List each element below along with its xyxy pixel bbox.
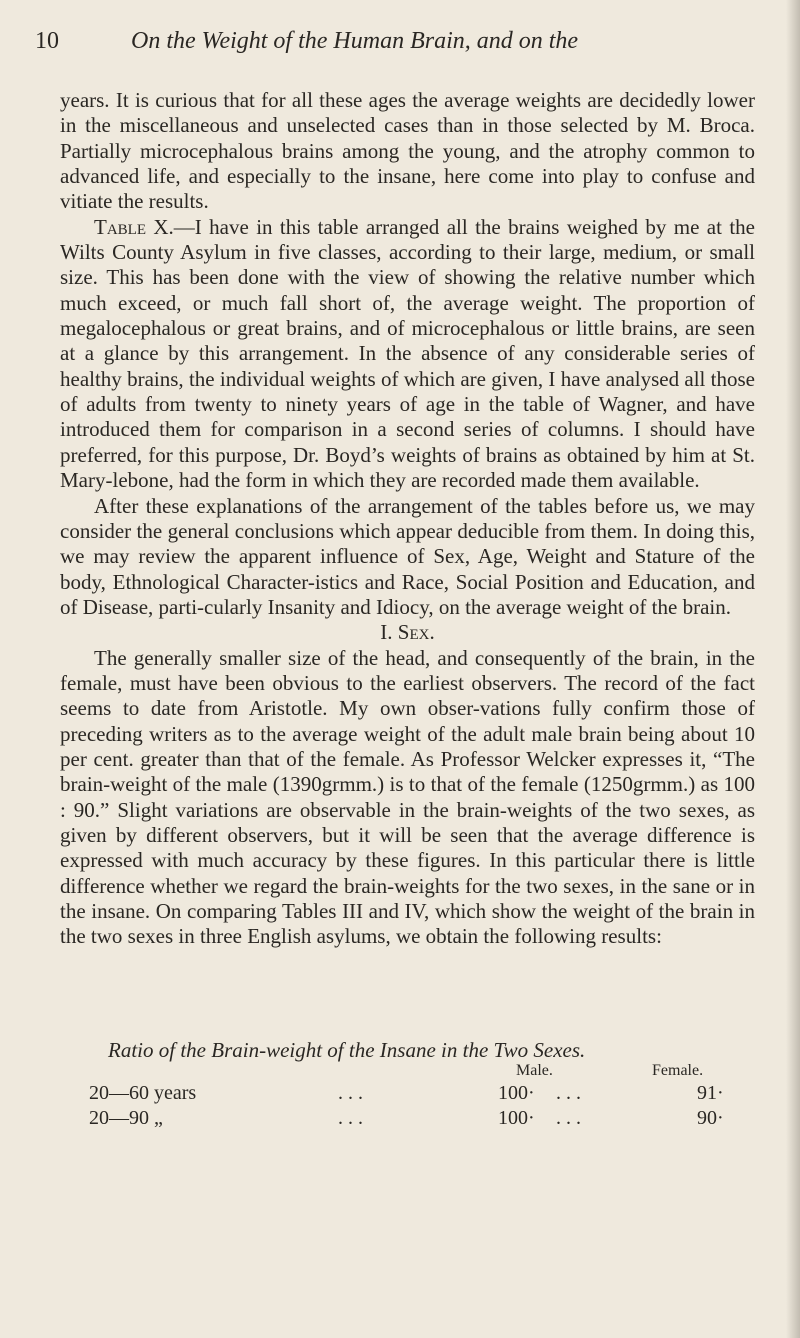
paragraph-2 bbox=[60, 215, 755, 494]
row-2-sep: . . . bbox=[556, 1107, 581, 1129]
page-number: 10 bbox=[35, 28, 59, 54]
column-header-male: Male. bbox=[516, 1062, 553, 1079]
running-title: On the Weight of the Human Brain, and on the bbox=[131, 28, 579, 54]
section-heading: I. Sex. bbox=[380, 620, 435, 645]
row-1-dots: . . . bbox=[338, 1082, 363, 1104]
column-header-female: Female. bbox=[652, 1062, 704, 1079]
ratio-table-title: Ratio of the Brain-weight of the Insane in the Two Sexes. bbox=[108, 1038, 586, 1062]
paragraph-2-text: —I have in this table arranged all the brains weighed by me at the Wilts County Asylum in five classes, according to their large, medium, or small size. This has been done with the view of showing the relative number which much exceed, or much fall short of, the average weight. The proportion of megalocephalous or great brains, and of microcephalous or little brains, are seen at a glance by this arrangement. In the absence of any considerable series of healthy brains, the individual weights of which are given, I have analysed all those of adults from twenty to ninety years of age in the table of Wagner, and have introduced them for comparison in a second series of columns. I should have preferred, for this purpose, Dr. Boyd’s weights of brains as obtained by him at St. Mary-lebone, had the form in which they are recorded made them available. bbox=[60, 214, 755, 493]
table-x-label: Table X. bbox=[94, 214, 174, 239]
row-2-range: 20—90 „ bbox=[89, 1107, 163, 1129]
paragraph-4: The generally smaller size of the head, and consequently of the brain, in the female, must have been obvious to the earliest observers. The record of the fact seems to date from Aristotle. My own obser-vations fully confirm those of preceding writers as to the average weight of the adult male brain being about 10 per cent. greater than that of the female. As Professor Welcker expresses it, “The brain-weight of the male (1390grmm.) is to that of the female (1250grmm.) as 100 : 90.” Slight variations are observable in the brain-weights of the two sexes, as given by different observers, but it will be seen that the average difference is expressed with much accuracy by these figures. In this particular there is little difference whether we regard the brain-weights for the two sexes, in the sane or in the insane. On comparing Tables III and IV, which show the weight of the brain in the two sexes in three English asylums, we obtain the following results: bbox=[60, 645, 755, 949]
row-2-dots: . . . bbox=[338, 1107, 363, 1129]
body-text bbox=[60, 88, 755, 950]
row-1-female: 91· bbox=[697, 1082, 724, 1104]
row-2-male: 100· bbox=[498, 1107, 535, 1129]
row-1-male: 100· bbox=[498, 1082, 535, 1104]
paragraph-1: years. It is curious that for all these ages the average weights are decidedly lower in the miscellaneous and unselected cases than in those selected by M. Broca. Partially microcephalous brains among the young, and the atrophy common to advanced life, and especially to the insane, here come into play to confuse and vitiate the results. bbox=[60, 88, 755, 214]
page-edge-shadow bbox=[786, 0, 800, 1338]
row-1-range: 20—60 years bbox=[89, 1082, 197, 1104]
row-1-sep: . . . bbox=[556, 1082, 581, 1104]
paragraph-3: After these explanations of the arrangement of the tables before us, we may consider the general conclusions which appear deducible from them. In doing this, we may review the apparent influence of Sex, Age, Weight and Stature of the body, Ethnological Character-istics and Race, Social Position and Education, and of Disease, parti-cularly Insanity and Idiocy, on the average weight of the brain. bbox=[60, 493, 755, 619]
row-2-female: 90· bbox=[697, 1107, 724, 1129]
